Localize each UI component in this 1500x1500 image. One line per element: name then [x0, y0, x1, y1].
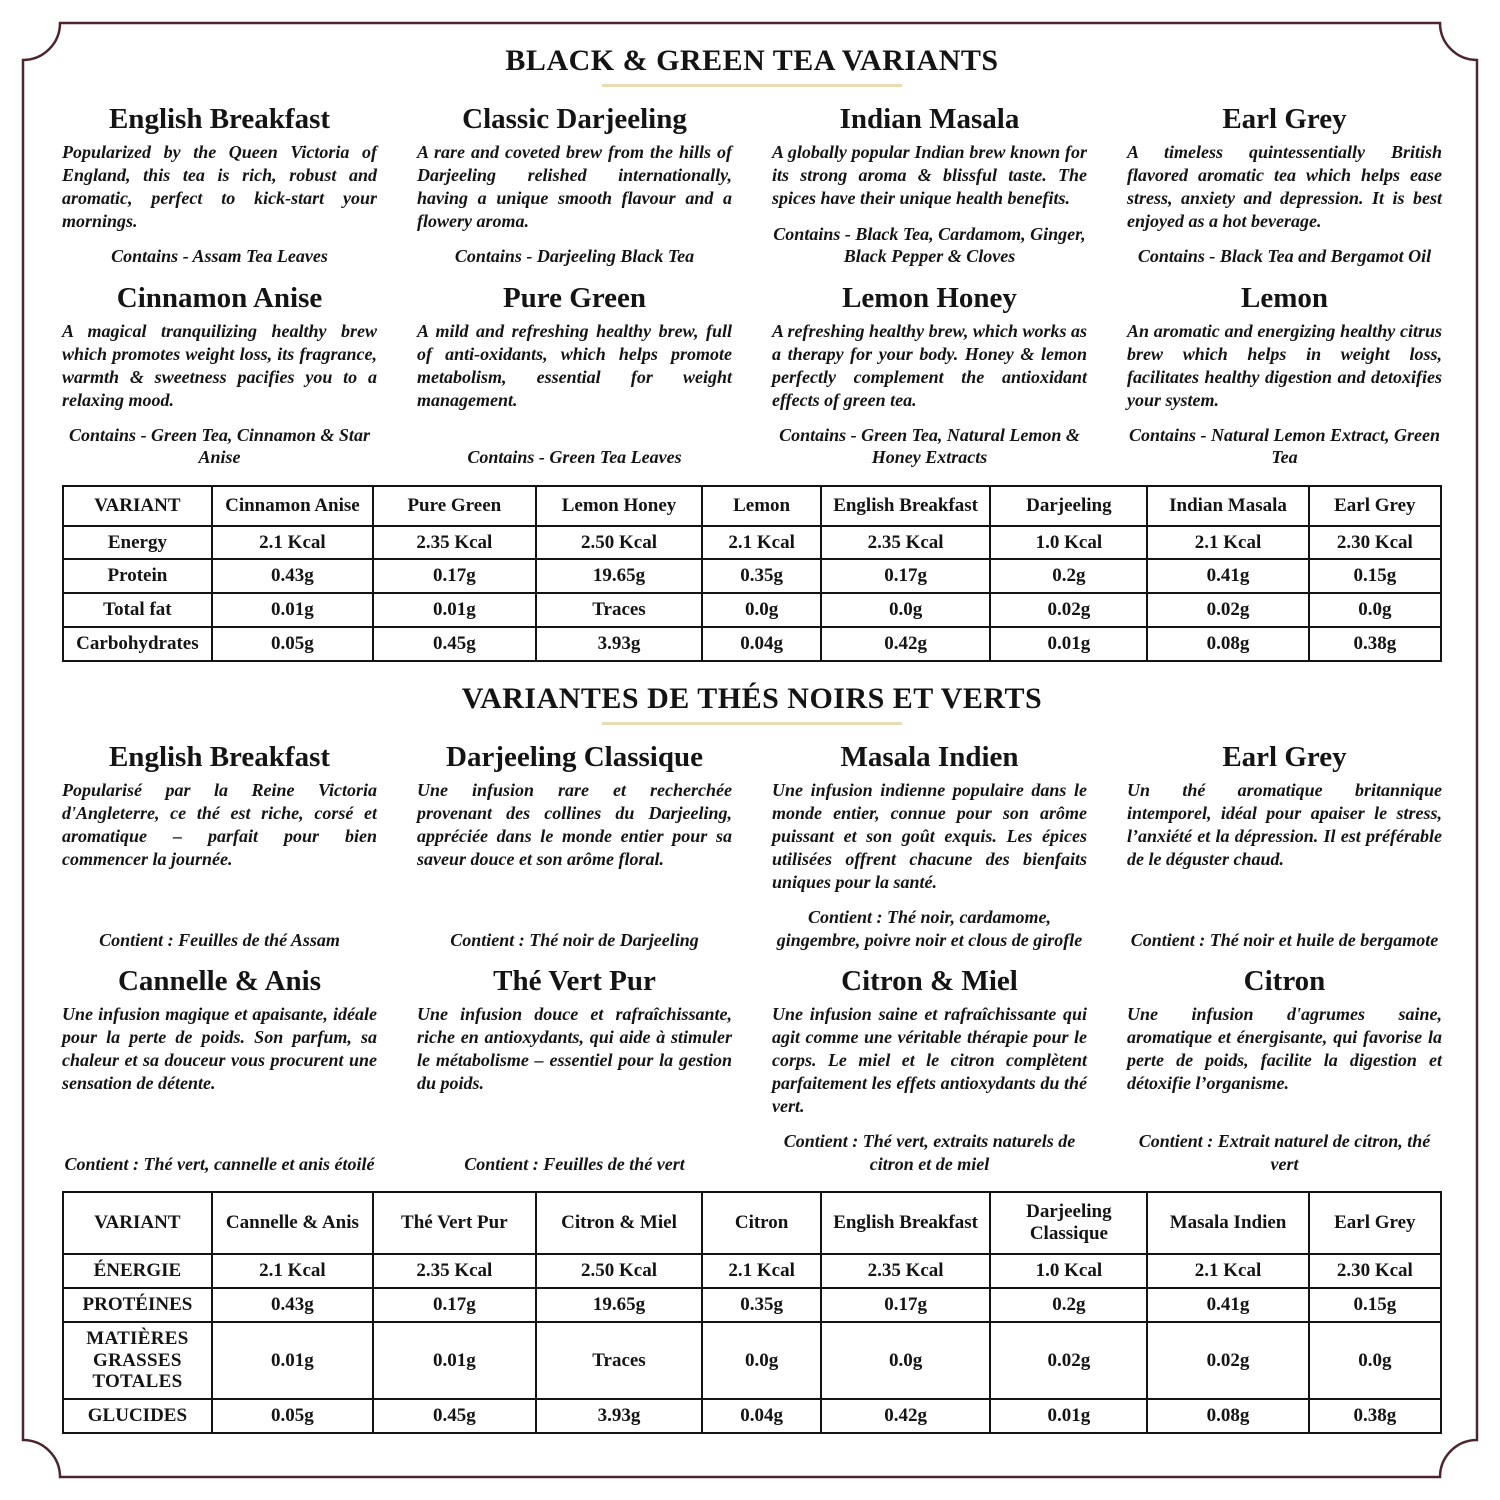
table-cell: 0.0g — [821, 1322, 990, 1400]
table-cell: 0.41g — [1147, 1288, 1308, 1322]
table-header-cell: Darjeeling — [990, 486, 1147, 526]
variant-description: Une infusion indienne populaire dans le monde entier, connue pour son arôme puissant et son goût exquis. Les épices utilisées offrent chacune des bienfaits uniques pour la santé. — [772, 779, 1087, 893]
table-row — [63, 1288, 1441, 1322]
variant-name: Masala Indien — [840, 740, 1019, 773]
table-header-cell: VARIANT — [63, 1192, 212, 1254]
table-cell: 0.35g — [702, 559, 821, 593]
variant-card — [772, 282, 1087, 469]
table-header-cell: Cannelle & Anis — [212, 1192, 373, 1254]
section-title-fr: VARIANTES DE THÉS NOIRS ET VERTS — [461, 681, 1043, 715]
table-cell: 0.0g — [821, 593, 990, 627]
variant-description: Une infusion rare et recherchée provenant des collines du Darjeeling, appréciée dans le monde entier pour sa saveur douce et son arôme floral. — [417, 779, 732, 870]
table-row — [63, 627, 1441, 661]
table-cell: 0.0g — [1309, 1322, 1441, 1400]
table-cell: 0.17g — [373, 559, 536, 593]
table-header-cell: Pure Green — [373, 486, 536, 526]
table-header-cell: Darjeeling Classique — [990, 1192, 1147, 1254]
variant-contains: Contient : Feuilles de thé Assam — [99, 929, 340, 950]
variant-description: Une infusion d'agrumes saine, aromatique et énergisante, qui favorise la perte de poids, facilite la digestion et détoxifie l’organisme. — [1127, 1004, 1442, 1094]
variant-contains: Contient : Thé vert, cannelle et anis étoilé — [64, 1153, 375, 1174]
title-underline-en — [602, 84, 902, 87]
variant-name: Classic Darjeeling — [462, 103, 687, 135]
table-cell: 0.45g — [373, 1399, 536, 1433]
variant-description: A magical tranquilizing healthy brew which promotes weight loss, its fragrance, warmth & sweetness pacifies you to a relaxing mood. — [62, 320, 377, 410]
table-cell: 0.43g — [212, 1288, 373, 1322]
variant-name: English Breakfast — [108, 740, 331, 773]
section-title-en: BLACK & GREEN TEA VARIANTS — [505, 44, 999, 77]
variant-contains: Contient : Feuilles de thé vert — [464, 1153, 685, 1174]
variant-contains: Contains - Natural Lemon Extract, Green Tea — [1128, 424, 1441, 468]
row-label: ÉNERGIE — [63, 1254, 212, 1288]
title-underline-fr — [602, 722, 902, 725]
table-header-cell: Lemon Honey — [536, 486, 703, 526]
variant-description: A timeless quintessentially British flavored aromatic tea which helps ease stress, anxiety and depression. It is best enjoyed as a hot beverage. — [1127, 142, 1442, 232]
table-cell: 0.08g — [1147, 627, 1308, 661]
variant-contains: Contient : Extrait naturel de citron, thé vert — [1138, 1131, 1431, 1174]
table-header-cell: Thé Vert Pur — [373, 1192, 536, 1254]
variant-card — [772, 965, 1087, 1175]
table-header-cell: English Breakfast — [821, 486, 990, 526]
table-cell: 0.42g — [821, 1399, 990, 1433]
variant-contains: Contains - Darjeeling Black Tea — [454, 246, 695, 267]
table-cell: 0.05g — [212, 1399, 373, 1433]
table-cell: 2.35 Kcal — [373, 526, 536, 560]
table-cell: 0.01g — [990, 627, 1147, 661]
table-row — [63, 559, 1441, 593]
variant-name: Lemon — [1241, 281, 1328, 314]
variant-name: English Breakfast — [108, 103, 331, 135]
variant-card — [417, 103, 732, 268]
table-cell: 2.30 Kcal — [1309, 526, 1441, 560]
nutrition-table-fr — [62, 1191, 1442, 1434]
variant-card — [62, 282, 377, 469]
variant-name: Citron & Miel — [841, 965, 1018, 998]
table-cell: Traces — [536, 593, 703, 627]
table-cell: 0.04g — [702, 1399, 821, 1433]
variant-name: Darjeeling Classique — [446, 740, 703, 773]
table-cell: 0.01g — [373, 1322, 536, 1400]
table-cell: 0.15g — [1309, 559, 1441, 593]
table-row — [63, 593, 1441, 627]
variant-description: Une infusion douce et rafraîchissante, riche en antioxydants, qui aide à stimuler le métabolisme – essentiel pour la gestion du poids. — [417, 1004, 732, 1094]
variant-card — [772, 741, 1087, 951]
row-label: GLUCIDES — [63, 1399, 212, 1433]
table-cell: 2.1 Kcal — [702, 526, 821, 560]
variant-name: Cinnamon Anise — [116, 281, 323, 314]
variant-contains: Contains - Assam Tea Leaves — [111, 246, 328, 267]
table-cell: 0.05g — [212, 627, 373, 661]
variant-contains: Contains - Green Tea Leaves — [467, 447, 682, 468]
variant-contains: Contient : Thé noir de Darjeeling — [450, 929, 699, 950]
table-cell: 0.0g — [702, 1322, 821, 1400]
row-label: Total fat — [63, 593, 212, 627]
table-cell: 2.30 Kcal — [1309, 1254, 1441, 1288]
variant-description: A rare and coveted brew from the hills of Darjeeling relished internationally, having a unique smooth flavour and a flowery aroma. — [417, 142, 732, 232]
table-cell: 0.04g — [702, 627, 821, 661]
variant-name: Thé Vert Pur — [493, 965, 656, 998]
table-cell: 0.02g — [1147, 1322, 1308, 1400]
table-cell: 2.1 Kcal — [1147, 526, 1308, 560]
variant-description: An aromatic and energizing healthy citrus brew which helps in weight loss, facilitates healthy digestion and detoxifies your system. — [1127, 320, 1442, 410]
table-cell: 2.35 Kcal — [821, 526, 990, 560]
table-cell: 3.93g — [536, 1399, 703, 1433]
table-cell: 19.65g — [536, 559, 703, 593]
table-cell: 0.02g — [990, 593, 1147, 627]
variant-description: Une infusion saine et rafraîchissante qui agit comme une véritable thérapie pour le corps. Le miel et le citron complètent parfaitement les effets antioxydants du thé vert. — [772, 1004, 1087, 1117]
variant-name: Indian Masala — [839, 103, 1020, 135]
table-cell: 2.35 Kcal — [821, 1254, 990, 1288]
variant-grid-en — [62, 103, 1442, 469]
table-cell: 2.1 Kcal — [212, 526, 373, 560]
section-french — [62, 682, 1442, 1434]
row-label: MATIÈRES GRASSES TOTALES — [63, 1322, 212, 1400]
row-label: Carbohydrates — [63, 627, 212, 661]
table-cell: 0.0g — [702, 593, 821, 627]
table-cell: 19.65g — [536, 1288, 703, 1322]
table-cell: 0.35g — [702, 1288, 821, 1322]
variant-description: Un thé aromatique britannique intemporel, idéal pour apaiser le stress, l’anxiété et la dépression. Il est préférable de le déguster chaud. — [1127, 779, 1442, 870]
table-cell: Traces — [536, 1322, 703, 1400]
table-cell: 0.38g — [1309, 1399, 1441, 1433]
variant-card — [62, 965, 377, 1175]
panel-content — [62, 44, 1442, 1434]
variant-description: A globally popular Indian brew known for its strong aroma & blissful taste. The spices have their unique health benefits. — [772, 142, 1087, 209]
table-cell: 0.08g — [1147, 1399, 1308, 1433]
row-label: Protein — [63, 559, 212, 593]
variant-contains: Contains - Green Tea, Cinnamon & Star Anise — [69, 424, 370, 468]
variant-contains: Contains - Green Tea, Natural Lemon & Honey Extracts — [779, 424, 1080, 468]
table-cell: 0.38g — [1309, 627, 1441, 661]
variant-card — [1127, 103, 1442, 268]
table-header-cell: English Breakfast — [821, 1192, 990, 1254]
variant-description: A mild and refreshing healthy brew, full of anti-oxidants, which helps promote metabolism, essential for weight management. — [417, 320, 732, 410]
variant-card — [1127, 965, 1442, 1175]
variant-name: Earl Grey — [1222, 103, 1347, 135]
table-cell: 2.1 Kcal — [1147, 1254, 1308, 1288]
table-cell: 0.17g — [821, 559, 990, 593]
variant-card — [417, 282, 732, 469]
variant-card — [62, 741, 377, 951]
section-english — [62, 44, 1442, 662]
table-header-cell: Indian Masala — [1147, 486, 1308, 526]
table-cell: 2.35 Kcal — [373, 1254, 536, 1288]
table-cell: 1.0 Kcal — [990, 526, 1147, 560]
table-header-cell: Citron — [702, 1192, 821, 1254]
variant-card — [772, 103, 1087, 268]
variant-description: Popularisé par la Reine Victoria d'Angleterre, ce thé est riche, corsé et aromatique – parfait pour bien commencer la journée. — [62, 779, 377, 870]
table-cell: 3.93g — [536, 627, 703, 661]
table-header-cell: Cinnamon Anise — [212, 486, 373, 526]
table-header-cell: Earl Grey — [1309, 486, 1441, 526]
variant-name: Cannelle & Anis — [117, 965, 322, 998]
table-cell: 0.17g — [821, 1288, 990, 1322]
nutrition-table-en — [62, 485, 1442, 662]
table-header-row — [63, 1192, 1441, 1254]
table-row — [63, 1399, 1441, 1433]
table-cell: 0.01g — [212, 593, 373, 627]
table-header-cell: VARIANT — [63, 486, 212, 526]
variant-contains: Contient : Thé noir et huile de bergamote — [1130, 929, 1439, 950]
table-cell: 0.17g — [373, 1288, 536, 1322]
row-label: PROTÉINES — [63, 1288, 212, 1322]
variant-card — [1127, 741, 1442, 951]
table-cell: 0.45g — [373, 627, 536, 661]
table-cell: 0.01g — [212, 1322, 373, 1400]
table-cell: 0.15g — [1309, 1288, 1441, 1322]
table-header-cell: Earl Grey — [1309, 1192, 1441, 1254]
table-row — [63, 1322, 1441, 1400]
table-cell: 1.0 Kcal — [990, 1254, 1147, 1288]
variant-name: Lemon Honey — [842, 281, 1017, 314]
table-cell: 0.02g — [990, 1322, 1147, 1400]
table-cell: 0.42g — [821, 627, 990, 661]
table-cell: 2.1 Kcal — [212, 1254, 373, 1288]
table-cell: 0.41g — [1147, 559, 1308, 593]
variant-contains: Contient : Thé noir, cardamome, gingembre, poivre noir et clous de girofle — [776, 907, 1083, 950]
variant-description: A refreshing healthy brew, which works as a therapy for your body. Honey & lemon perfectly complement the antioxidant effects of green tea. — [772, 320, 1087, 410]
table-header-cell: Masala Indien — [1147, 1192, 1308, 1254]
variant-name: Citron — [1243, 965, 1326, 998]
table-cell: 0.02g — [1147, 593, 1308, 627]
table-cell: 0.01g — [990, 1399, 1147, 1433]
table-cell: 0.01g — [373, 593, 536, 627]
table-cell: 0.43g — [212, 559, 373, 593]
variant-contains: Contains - Black Tea, Cardamom, Ginger, Black Pepper & Cloves — [773, 223, 1086, 267]
row-label: Energy — [63, 526, 212, 560]
variant-name: Earl Grey — [1222, 740, 1347, 773]
variant-card — [62, 103, 377, 268]
table-cell: 2.50 Kcal — [536, 526, 703, 560]
variant-description: Popularized by the Queen Victoria of England, this tea is rich, robust and aromatic, perfect to kick-start your mornings. — [62, 142, 377, 232]
table-header-cell: Lemon — [702, 486, 821, 526]
variant-grid-fr — [62, 741, 1442, 1175]
table-cell: 2.1 Kcal — [702, 1254, 821, 1288]
variant-card — [417, 741, 732, 951]
table-header-cell: Citron & Miel — [536, 1192, 703, 1254]
table-cell: 0.2g — [990, 559, 1147, 593]
variant-contains: Contains - Black Tea and Bergamot Oil — [1137, 246, 1432, 267]
variant-contains: Contient : Thé vert, extraits naturels de citron et de miel — [783, 1131, 1076, 1174]
variant-card — [1127, 282, 1442, 469]
table-cell: 2.50 Kcal — [536, 1254, 703, 1288]
variant-name: Pure Green — [502, 281, 647, 314]
table-cell: 0.2g — [990, 1288, 1147, 1322]
table-row — [63, 1254, 1441, 1288]
table-header-row — [63, 486, 1441, 526]
variant-description: Une infusion magique et apaisante, idéale pour la perte de poids. Son parfum, sa chaleur et sa douceur vous procurent une sensation de détente. — [62, 1004, 377, 1094]
table-row — [63, 526, 1441, 560]
variant-card — [417, 965, 732, 1175]
table-cell: 0.0g — [1309, 593, 1441, 627]
